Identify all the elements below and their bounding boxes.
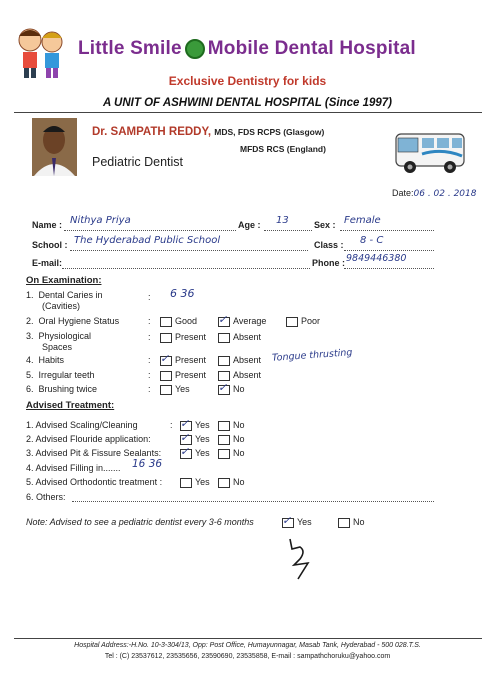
irreg-absent-label: Absent <box>233 370 262 380</box>
doctor-role: Pediatric Dentist <box>92 155 184 169</box>
scaling-yes-checkbox[interactable] <box>180 417 192 431</box>
brush-no-checkbox[interactable] <box>218 381 230 395</box>
oral-good-option[interactable] <box>160 316 197 327</box>
brush-label: Brushing twice <box>38 384 98 394</box>
others-label: 6. Others: <box>26 492 66 502</box>
name-label: Name : <box>32 220 63 230</box>
caries-colon: : <box>148 292 151 302</box>
footer-contact: Tel : (C) 23537612, 23535656, 23590690, 23535858, E-mail : sampathchoruku@yahoo.com <box>104 653 391 660</box>
irreg-present-option[interactable] <box>160 370 206 381</box>
irreg-absent-option[interactable] <box>218 370 261 381</box>
checkmark-icon: ✓ <box>160 352 170 365</box>
irreg-present-checkbox[interactable] <box>160 371 172 381</box>
sealants-yes-option[interactable] <box>180 445 210 459</box>
filling-label: 4. Advised Filling in....... <box>26 463 121 473</box>
brush-no-option[interactable] <box>218 381 245 395</box>
email-line[interactable] <box>62 259 310 269</box>
doctor-quals-2: MFDS RCS (England) <box>240 144 326 154</box>
habits-label: Habits <box>38 355 65 365</box>
sex-label: Sex : <box>314 220 336 230</box>
doctor-quals-1: MDS, FDS RCPS (Glasgow) <box>214 127 325 137</box>
doctor-signature-icon <box>278 535 318 585</box>
checkmark-icon: ✓ <box>180 417 190 430</box>
phys-label: Physiological <box>38 331 92 341</box>
name-value[interactable]: Nithya Priya <box>70 215 131 226</box>
age-label: Age : <box>238 220 261 230</box>
average-label: Average <box>233 316 267 326</box>
footer-divider <box>14 638 482 639</box>
phys-absent-label: Absent <box>233 332 262 342</box>
caries-label: Dental Caries in <box>38 290 103 300</box>
school-label: School : <box>32 240 68 250</box>
tagline: Exclusive Dentistry for kids <box>168 74 327 88</box>
brush-yes-option[interactable] <box>160 384 190 395</box>
poor-checkbox[interactable] <box>286 317 298 327</box>
irreg-num: 5. <box>26 370 34 380</box>
checkmark-icon: ✓ <box>218 313 228 326</box>
doctor-name: Dr. SAMPATH REDDY, <box>92 126 212 138</box>
habits-note[interactable]: Tongue thrusting <box>271 347 353 364</box>
filling-value[interactable]: 16 36 <box>132 458 163 470</box>
habits-absent-checkbox[interactable] <box>218 356 230 366</box>
phone-value[interactable]: 9849446380 <box>346 253 407 264</box>
date-value[interactable]: 06 . 02 . 2018 <box>413 189 477 199</box>
irreg-present-label: Present <box>175 370 207 380</box>
ortho-no-option[interactable] <box>218 477 245 488</box>
title-part2: Mobile Dental Hospital <box>207 38 416 59</box>
oral-colon: : <box>148 316 151 326</box>
phys-colon: : <box>148 332 151 342</box>
irregular-teeth-row <box>26 370 95 380</box>
date-label: Date: <box>392 188 414 198</box>
sealants-label: 3. Advised Pit & Fissure Sealants: <box>26 448 162 458</box>
habits-present-label: Present <box>175 355 207 365</box>
mobile-bus-icon <box>392 126 470 178</box>
kids-logo-icon <box>10 22 72 80</box>
scaling-colon: : <box>170 420 173 430</box>
flouride-yes-option[interactable] <box>180 431 210 445</box>
doctor-name-line <box>92 126 324 138</box>
habits-num: 4. <box>26 355 34 365</box>
phys-num: 3. <box>26 331 34 341</box>
scaling-no-checkbox[interactable] <box>218 421 230 431</box>
ortho-label: 5. Advised Orthodontic treatment : <box>26 477 163 487</box>
oral-hygiene-row <box>26 316 119 326</box>
oral-num: 2. <box>26 316 34 326</box>
tooth-logo-icon <box>185 39 205 59</box>
irreg-absent-checkbox[interactable] <box>218 371 230 381</box>
phys-present-label: Present <box>175 332 207 342</box>
checkmark-icon: ✓ <box>180 445 190 458</box>
phys-present-checkbox[interactable] <box>160 333 172 343</box>
class-label: Class : <box>314 240 344 250</box>
scaling-yes-option[interactable] <box>180 417 210 431</box>
oral-average-option[interactable] <box>218 313 267 327</box>
ortho-no-label: No <box>233 477 245 487</box>
hospital-title <box>78 38 416 60</box>
brush-no-label: No <box>233 384 245 394</box>
sex-value[interactable]: Female <box>344 215 381 226</box>
phys-present-option[interactable] <box>160 332 206 343</box>
habits-present-checkbox[interactable] <box>160 352 172 366</box>
school-value[interactable]: The Hyderabad Public School <box>74 235 221 246</box>
title-part1: Little Smile <box>78 38 182 59</box>
class-value[interactable]: 8 - C <box>360 235 384 246</box>
advised-heading: Advised Treatment: <box>26 400 115 411</box>
ortho-no-checkbox[interactable] <box>218 478 230 488</box>
class-line <box>344 241 434 251</box>
age-value[interactable]: 13 <box>276 215 289 226</box>
checkmark-icon: ✓ <box>218 381 228 394</box>
average-checkbox[interactable] <box>218 313 230 327</box>
note-no-checkbox[interactable] <box>338 518 350 528</box>
examination-heading: On Examination: <box>26 275 102 286</box>
brushing-row <box>26 384 97 394</box>
flouride-no-label: No <box>233 434 245 444</box>
flouride-no-checkbox[interactable] <box>218 435 230 445</box>
others-line[interactable] <box>72 492 434 502</box>
brush-yes-checkbox[interactable] <box>160 385 172 395</box>
ortho-yes-checkbox[interactable] <box>180 478 192 488</box>
ortho-yes-option[interactable] <box>180 477 210 488</box>
checkmark-icon: ✓ <box>282 514 292 527</box>
unit-line: A UNIT OF ASHWINI DENTAL HOSPITAL (Since 1997) <box>102 97 393 109</box>
habits-absent-label: Absent <box>233 355 262 365</box>
habits-colon: : <box>148 355 151 365</box>
footer-address: Hospital Address:-H.No. 10-3-304/13, Opp: Post Office, Humayunnagar, Masab Tank, Hyderabad - 500 028.T.S. <box>74 642 421 649</box>
oral-poor-option[interactable] <box>286 316 320 327</box>
caries-row <box>26 290 103 300</box>
sealants-no-option[interactable] <box>218 448 245 459</box>
note-yes-label: Yes <box>297 517 312 527</box>
irreg-colon: : <box>148 370 151 380</box>
brush-colon: : <box>148 384 151 394</box>
caries-num: 1. <box>26 290 34 300</box>
phys-label-2: Spaces <box>42 342 73 352</box>
phone-label: Phone : <box>312 258 345 268</box>
flouride-no-option[interactable] <box>218 434 245 445</box>
caries-label-2: (Cavities) <box>42 301 81 311</box>
caries-value[interactable]: 6 36 <box>170 287 195 300</box>
sealants-no-label: No <box>233 448 245 458</box>
ortho-yes-label: Yes <box>195 477 210 487</box>
sealants-yes-label: Yes <box>195 448 210 458</box>
note-no-label: No <box>353 517 365 527</box>
habits-absent-option[interactable] <box>218 355 261 366</box>
note-no-option[interactable] <box>338 517 365 528</box>
phys-absent-checkbox[interactable] <box>218 333 230 343</box>
flouride-label: 2. Advised Flouride application: <box>26 434 151 444</box>
header-divider <box>14 112 482 113</box>
checkmark-icon: ✓ <box>180 431 190 444</box>
note-text: Note: Advised to see a pediatric dentist every 3-6 months <box>26 517 254 527</box>
doctor-photo <box>32 118 77 176</box>
email-label: E-mail: <box>32 258 63 268</box>
sealants-no-checkbox[interactable] <box>218 449 230 459</box>
good-label: Good <box>175 316 198 326</box>
flouride-yes-checkbox[interactable] <box>180 431 192 445</box>
date-field <box>392 188 477 199</box>
good-checkbox[interactable] <box>160 317 172 327</box>
habits-present-option[interactable] <box>160 352 207 366</box>
scaling-label: 1. Advised Scaling/Cleaning <box>26 420 138 430</box>
sealants-yes-checkbox[interactable] <box>180 445 192 459</box>
poor-label: Poor <box>301 316 321 326</box>
flouride-yes-label: Yes <box>195 434 210 444</box>
habits-row <box>26 355 64 365</box>
note-yes-option[interactable] <box>282 514 312 528</box>
note-yes-checkbox[interactable] <box>282 514 294 528</box>
scaling-no-label: No <box>233 420 245 430</box>
oral-label: Oral Hygiene Status <box>38 316 120 326</box>
irreg-label: Irregular teeth <box>38 370 95 380</box>
phys-absent-option[interactable] <box>218 332 261 343</box>
scaling-no-option[interactable] <box>218 420 245 431</box>
physiological-row <box>26 331 91 341</box>
scaling-yes-label: Yes <box>195 420 210 430</box>
brush-num: 6. <box>26 384 34 394</box>
brush-yes-label: Yes <box>175 384 190 394</box>
